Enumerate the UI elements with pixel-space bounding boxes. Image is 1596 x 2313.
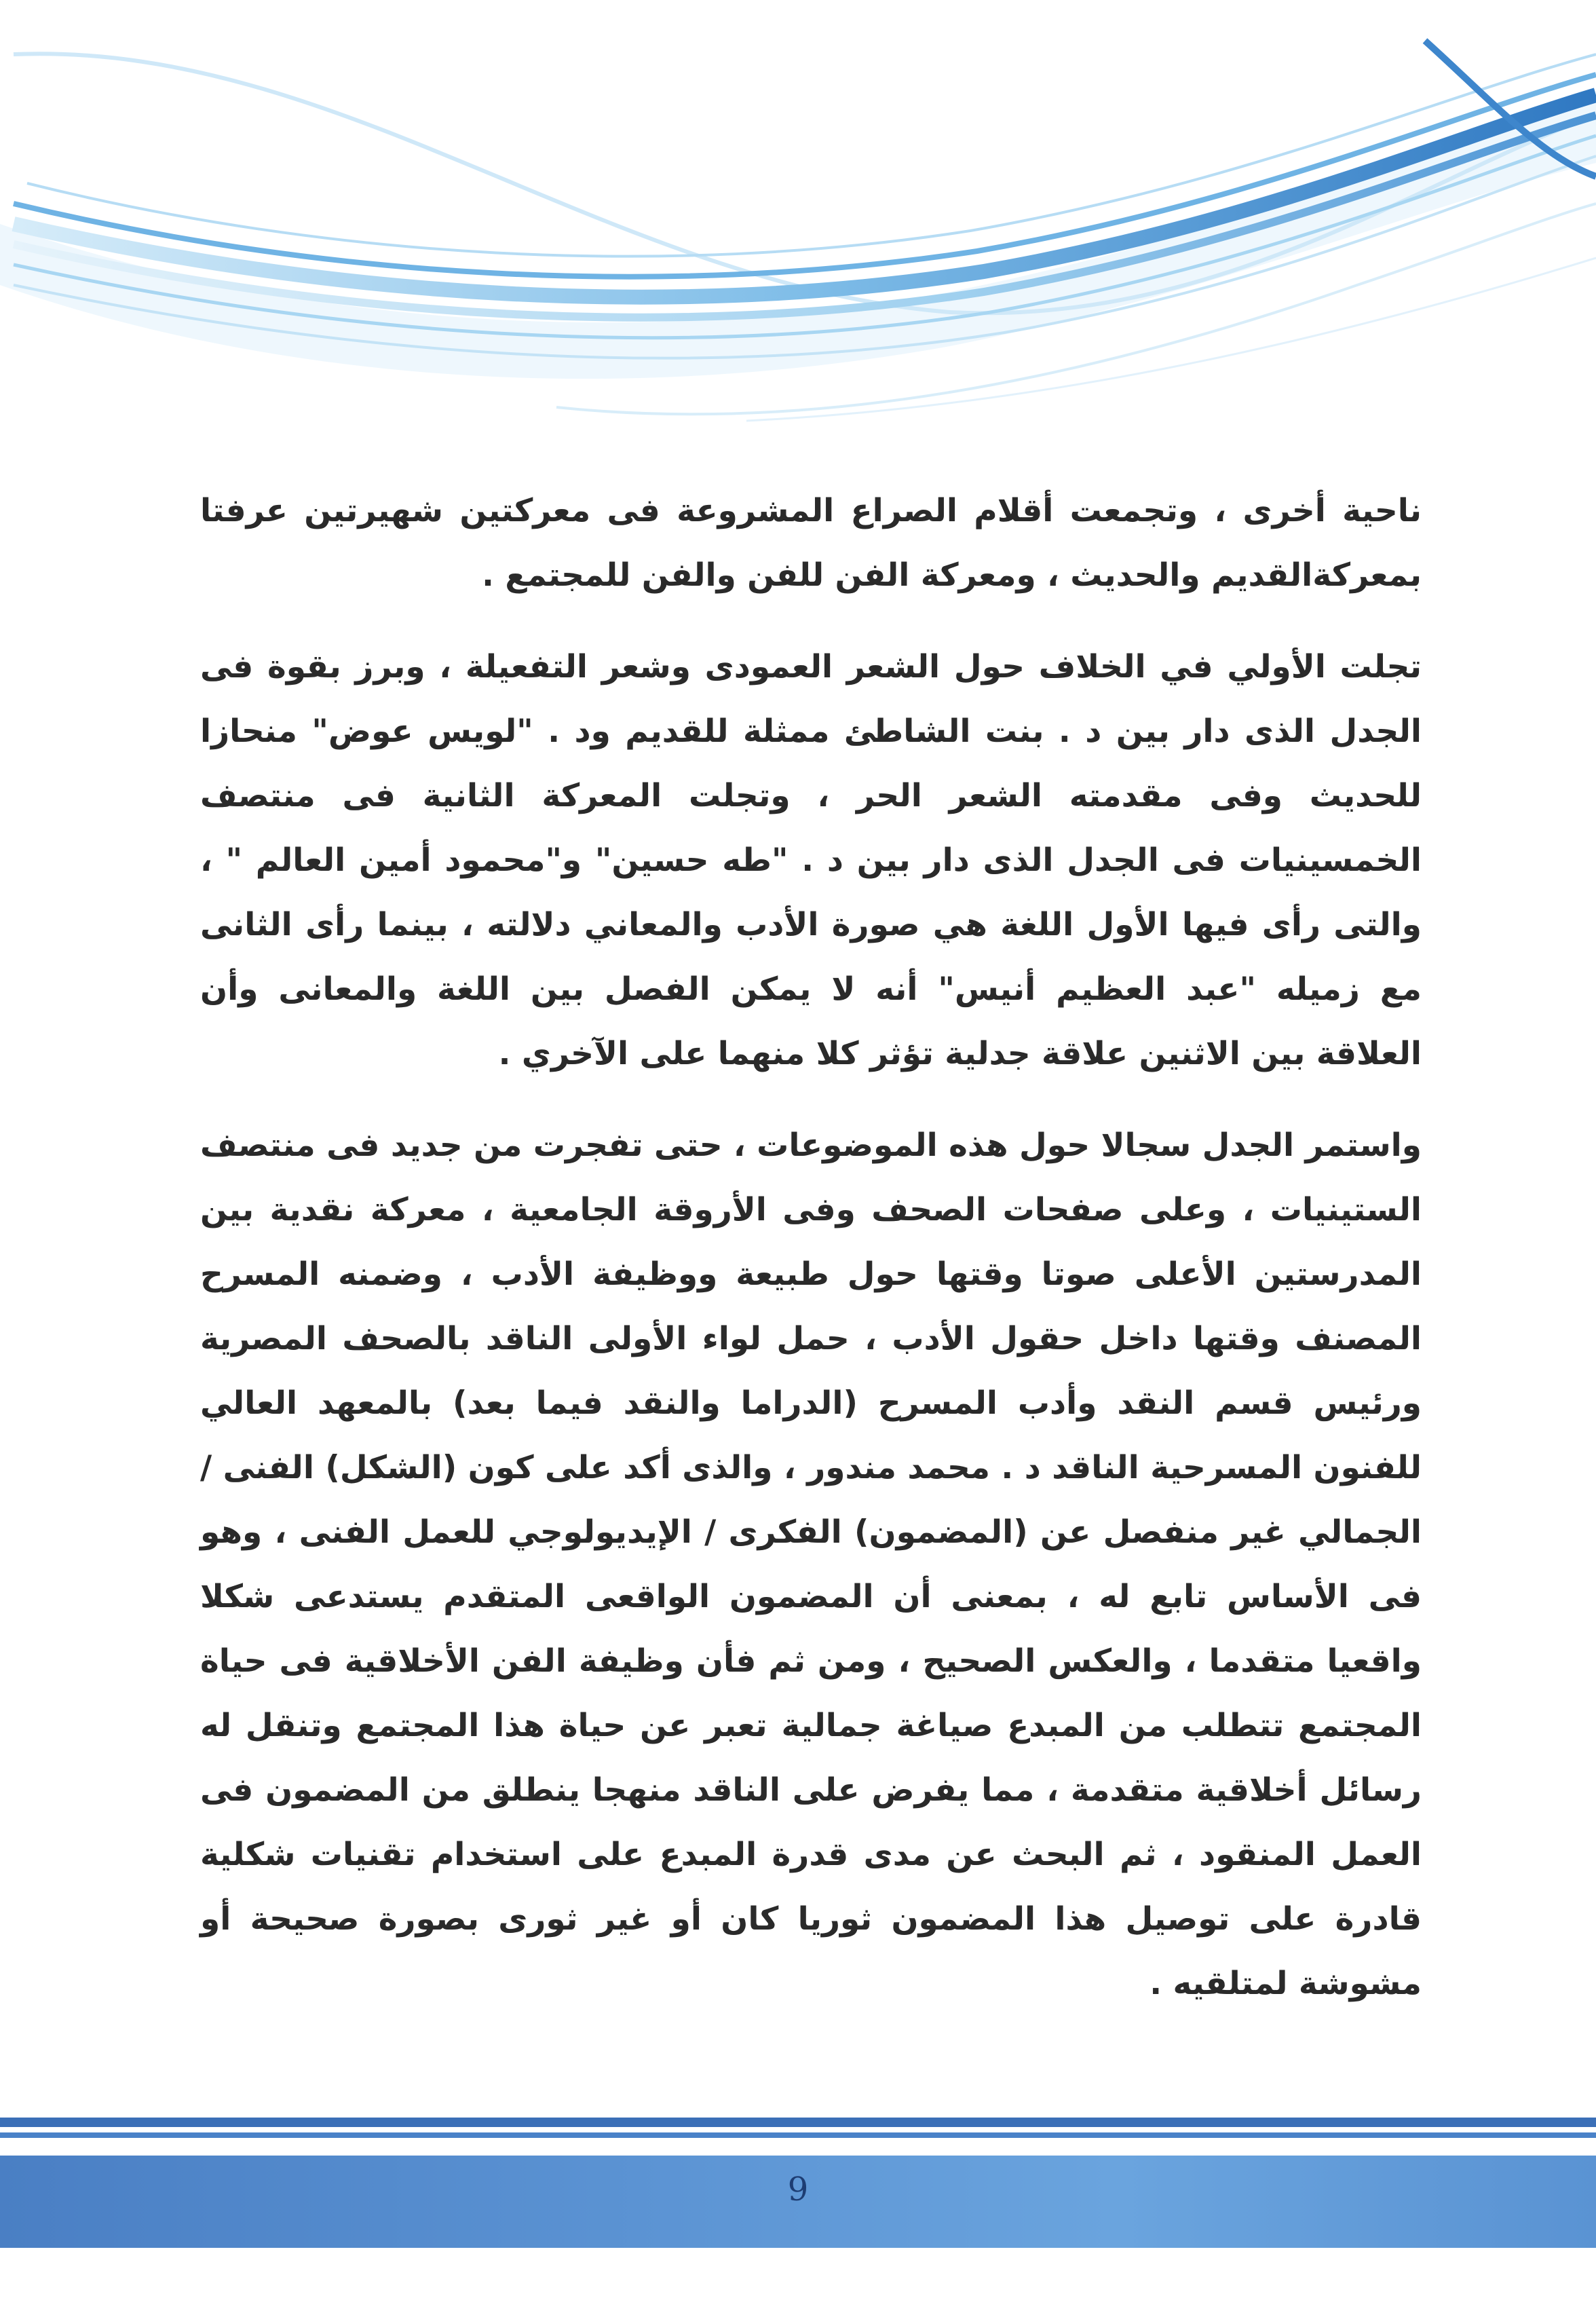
paragraph-1: ناحية أخرى ، وتجمعت أقلام الصراع المشروعة فى معركتين شهيرتين عرفتا بمعركةالقديم والحديث ، ومعركة الفن للفن والفن للمجتمع . — [200, 492, 1422, 594]
footer-line-thin — [0, 2132, 1596, 2138]
footer-line-thick — [0, 2118, 1596, 2127]
page-number: 9 — [787, 2170, 809, 2208]
article-body — [200, 478, 1422, 2016]
paragraph-2: تجلت الأولي في الخلاف حول الشعر العمودى وشعر التفعيلة ، وبرز بقوة فى الجدل الذى دار بين د . بنت الشاطئ ممثلة للقديم ود . "لويس عوض" منحازا للحديث وفى مقدمته الشعر الحر ، وتجلت المعركة الثانية فى منتصف الخمسينيات فى الجدل الذى دار بين د . "طه حسين" و"محمود أمين العالم " ، والتى رأى فيها الأول اللغة هي صورة الأدب والمعاني دلالته ، بينما رأى الثانى مع زميله "عبد العظيم أنيس" أنه لا يمكن الفصل بين اللغة والمعانى وأن العلاقة بين الاثنين علاقة جدلية تؤثر كلا منهما على الآخري . — [200, 648, 1422, 1072]
paragraph-3: واستمر الجدل سجالا حول هذه الموضوعات ، حتى تفجرت من جديد فى منتصف الستينيات ، وعلى صفحات الصحف وفى الأروقة الجامعية ، معركة نقدية بين المدرستين الأعلى صوتا وقتها حول طبيعة ووظيفة الأدب ، وضمنه المسرح المصنف وقتها داخل حقول الأدب ، حمل لواء الأولى الناقد بالصحف المصرية ورئيس قسم النقد وأدب المسرح (الدراما والنقد فيما بعد) بالمعهد العالي للفنون المسرحية الناقد د . محمد مندور ، والذى أكد على كون (الشكل) الفنى / الجمالي غير منفصل عن (المضمون) الفكرى / الإيديولوجي للعمل الفنى ، وهو فى الأساس تابع له ، بمعنى أن المضمون الواقعى المتقدم يستدعى شكلا واقعيا متقدما ، والعكس الصحيح ، ومن ثم فأن وظيفة الفن الأخلاقية فى حياة المجتمع تتطلب من المبدع صياغة جمالية تعبر عن حياة هذا المجتمع وتنقل له رسائل أخلاقية متقدمة ، مما يفرض على الناقد منهجا ينطلق من المضمون فى العمل المنقود ، ثم البحث عن مدى قدرة المبدع على استخدام تقنيات شكلية قادرة على توصيل هذا المضمون ثوريا كان أو غير ثورى بصورة صحيحة أو مشوشة لمتلقيه . — [200, 1127, 1422, 2002]
decorative-wave-header — [0, 0, 1596, 475]
